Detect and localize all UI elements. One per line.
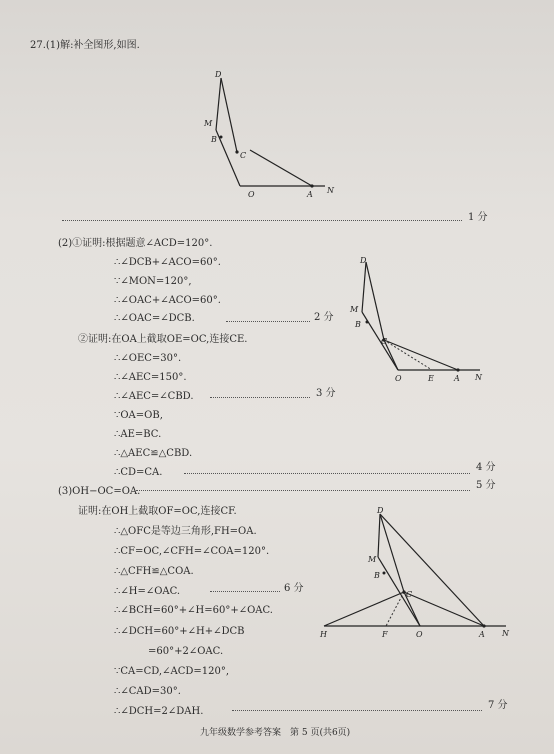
fig2-label-c: C <box>381 337 388 346</box>
score-1: 1 分 <box>468 212 488 223</box>
leader-dots <box>210 397 310 398</box>
figure-1 <box>200 70 350 205</box>
fig1-label-n: N <box>327 186 334 195</box>
p2-line-5: ∴∠OAC=∠DCB. <box>114 313 195 324</box>
p2-line-6: ②证明:在OA上截取OE=OC,连接CE. <box>78 334 248 345</box>
p3-line-6: ∴∠H=∠OAC. <box>114 586 181 597</box>
p3-line-2: 证明:在OH上截取OF=OC,连接CF. <box>78 506 237 517</box>
problem-header: 27.(1)解:补全图形,如图. <box>30 40 140 51</box>
fig2-label-a: A <box>454 374 460 383</box>
fig2-label-e: E <box>428 374 434 383</box>
score-5: 5 分 <box>476 480 496 491</box>
score-4: 4 分 <box>476 462 496 473</box>
fig2-label-m: M <box>350 305 359 314</box>
fig3-label-d: D <box>377 506 384 515</box>
p2-line-3: ∵∠MON=120°, <box>114 276 192 287</box>
fig1-label-o: O <box>248 190 255 199</box>
fig1-label-c: C <box>240 151 247 160</box>
p3-line-8: ∴∠DCH=60°+∠H+∠DCB <box>114 626 245 637</box>
p3-line-3: ∴△OFC是等边三角形,FH=OA. <box>114 526 257 537</box>
p2-line-11: ∴AE=BC. <box>114 429 162 440</box>
score-6: 6 分 <box>284 583 304 594</box>
p3-line-5: ∴△CFH≌△COA. <box>114 566 194 577</box>
fig2-label-n: N <box>475 373 482 382</box>
score-3: 3 分 <box>316 388 336 399</box>
p2-line-10: ∵OA=OB, <box>114 410 163 421</box>
fig1-label-a: A <box>307 190 313 199</box>
fig2-label-o: O <box>395 374 402 383</box>
fig3-label-a: A <box>479 630 485 639</box>
fig2-label-b: B <box>355 320 361 329</box>
p3-line-7: ∴∠BCH=60°+∠H=60°+∠OAC. <box>114 605 273 616</box>
fig3-label-b: B <box>374 571 380 580</box>
leader-dots <box>210 591 280 592</box>
p2-line-1: (2)①证明:根据题意∠ACD=120°. <box>58 238 213 249</box>
leader-dots <box>136 490 470 491</box>
p3-line-12: ∴∠DCH=2∠DAH. <box>114 706 204 717</box>
p3-line-10: ∵CA=CD,∠ACD=120°, <box>114 666 230 677</box>
leader-dots <box>184 473 470 474</box>
figure-2 <box>340 252 500 387</box>
p2-line-2: ∴∠DCB+∠ACO=60°. <box>114 257 221 268</box>
fig1-label-m: M <box>204 119 213 128</box>
p3-line-9: =60°+2∠OAC. <box>148 646 224 657</box>
leader-dots <box>62 220 462 221</box>
score-7: 7 分 <box>488 700 508 711</box>
fig1-label-d: D <box>215 70 222 79</box>
score-2: 2 分 <box>314 312 334 323</box>
fig3-label-m: M <box>368 555 377 564</box>
p2-line-7: ∴∠OEC=30°. <box>114 353 182 364</box>
fig3-label-f: F <box>382 630 388 639</box>
fig3-label-h: H <box>320 630 327 639</box>
p2-line-9: ∴∠AEC=∠CBD. <box>114 391 194 402</box>
p3-line-11: ∴∠CAD=30°. <box>114 686 181 697</box>
p2-line-4: ∴∠OAC+∠ACO=60°. <box>114 295 221 306</box>
fig2-label-d: D <box>360 256 367 265</box>
leader-dots <box>232 710 482 711</box>
p2-line-12: ∴△AEC≌△CBD. <box>114 448 193 459</box>
fig3-label-c: C <box>406 590 413 599</box>
page-footer: 九年级数学参考答案 第 5 页(共6页) <box>200 728 351 738</box>
figure-3 <box>316 502 516 642</box>
fig1-label-b: B <box>211 135 217 144</box>
leader-dots <box>226 321 310 322</box>
fig3-label-o: O <box>416 630 423 639</box>
p3-line-1: (3)OH−OC=OA. <box>58 486 141 497</box>
p3-line-4: ∴CF=OC,∠CFH=∠COA=120°. <box>114 546 270 557</box>
p2-line-8: ∴∠AEC=150°. <box>114 372 187 383</box>
p2-line-13: ∴CD=CA. <box>114 467 163 478</box>
fig3-label-n: N <box>502 629 509 638</box>
